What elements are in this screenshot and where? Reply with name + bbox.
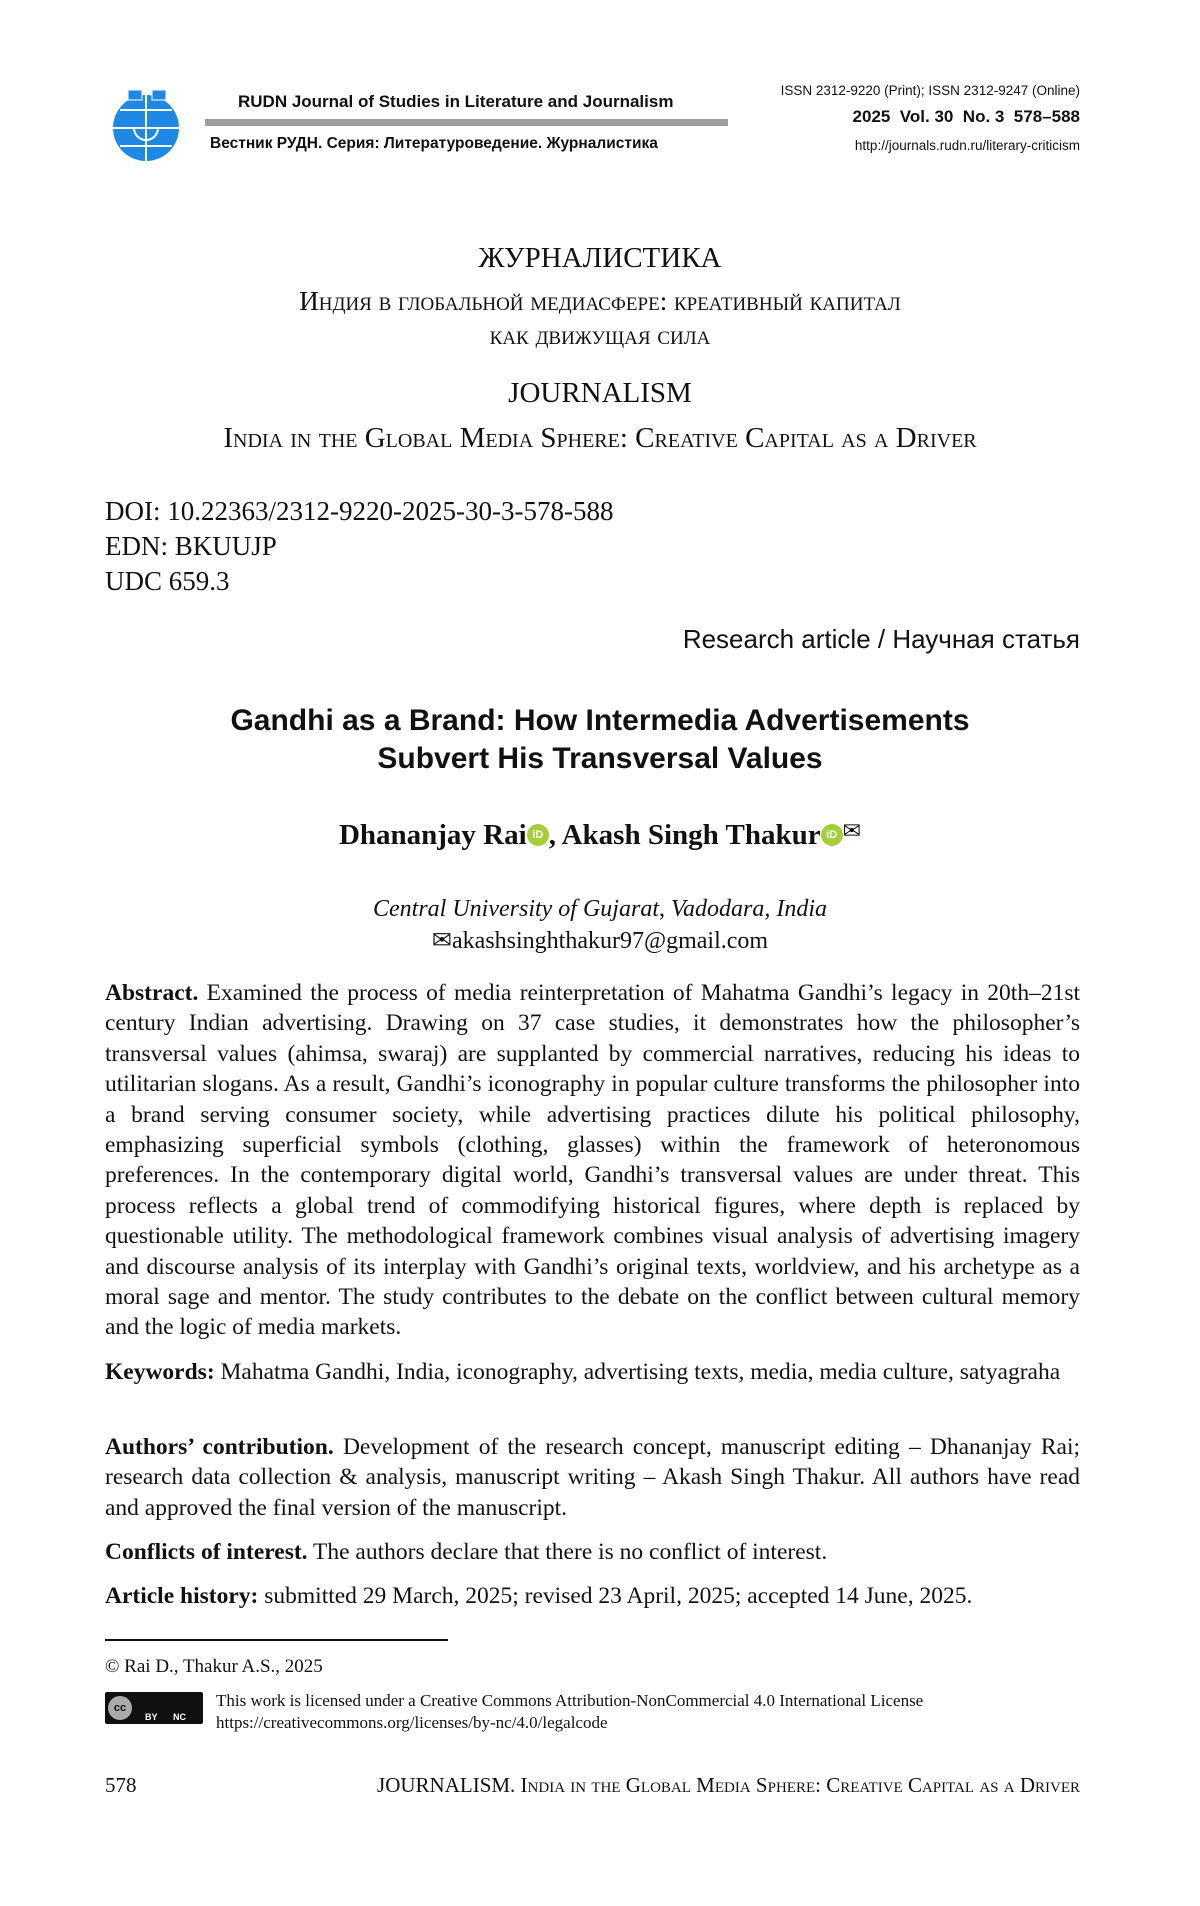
authors-contribution [105, 1432, 1080, 1523]
issue-info: 2025 Vol. 30 No. 3 578–588 [853, 107, 1080, 127]
article-title-line2: Subvert His Transversal Values [0, 740, 1200, 778]
history-label: Article history: [105, 1583, 258, 1609]
author-1: Dhananjay Rai [339, 819, 527, 851]
conflicts [105, 1537, 1080, 1567]
copyright: © Rai D., Thakur A.S., 2025 [105, 1656, 323, 1678]
journal-url[interactable]: http://journals.rudn.ru/literary-criticism [855, 138, 1080, 153]
cc-by-nc-badge[interactable] [105, 1692, 203, 1724]
section-ru: ЖУРНАЛИСТИКА [0, 242, 1200, 275]
keywords-text: Mahatma Gandhi, India, iconography, advertising texts, media, media culture, satyagraha [221, 1359, 1061, 1385]
conflicts-text: The authors declare that there is no conflict of interest. [313, 1539, 827, 1565]
affiliation: Central University of Gujarat, Vadodara, India [0, 896, 1200, 923]
journal-title-ru: Вестник РУДН. Серия: Литературоведение. Журналистика [210, 135, 658, 153]
author-2: Akash Singh Thakur [562, 819, 821, 851]
cc-icon: cc [108, 1696, 132, 1720]
identifiers [105, 494, 613, 599]
contrib-text: Development of the research concept, manuscript editing – Dhananjay Rai; research data collection & analysis, manuscript writing – Akash Singh Thakur. All authors have read and approved the final version of the manuscript. [105, 1434, 1080, 1521]
edn: EDN: BKUUJP [105, 529, 613, 564]
article-title [0, 702, 1200, 778]
header-rule [205, 119, 728, 126]
envelope-icon: ✉ [432, 928, 452, 954]
page-number: 578 [105, 1773, 137, 1798]
authors [0, 818, 1200, 852]
running-title-text: India in the Global Media Sphere: Creative Capital as a Driver [521, 1773, 1080, 1797]
orcid-icon[interactable]: iD [821, 824, 843, 846]
email-line [0, 926, 1200, 955]
doi[interactable]: DOI: 10.22363/2312-9220-2025-30-3-578-588 [105, 494, 613, 529]
nc-label: NC [173, 1712, 186, 1722]
title-en: India in the Global Media Sphere: Creative Capital as a Driver [0, 422, 1200, 455]
article-history [105, 1581, 1080, 1611]
running-title [377, 1773, 1080, 1798]
footnote-rule [105, 1639, 448, 1641]
email[interactable]: akashsinghthakur97@gmail.com [452, 928, 768, 954]
license [216, 1690, 923, 1734]
section-en: JOURNALISM [0, 377, 1200, 410]
conflicts-label: Conflicts of interest. [105, 1539, 308, 1565]
history-text: submitted 29 March, 2025; revised 23 April, 2025; accepted 14 June, 2025. [264, 1583, 972, 1609]
abstract [105, 978, 1080, 1343]
abstract-label: Abstract. [105, 980, 198, 1006]
title-ru-line1: Индия в глобальной медиасфере: креативный капитал [0, 286, 1200, 317]
page [0, 0, 1200, 1906]
author-separator: , [549, 819, 562, 851]
orcid-icon[interactable]: iD [527, 824, 549, 846]
issn: ISSN 2312-9220 (Print); ISSN 2312-9247 (Online) [781, 83, 1080, 98]
running-title-section: JOURNALISM. [377, 1773, 521, 1797]
license-text: This work is licensed under a Creative Commons Attribution-NonCommercial 4.0 International License [216, 1690, 923, 1712]
keywords-label: Keywords: [105, 1359, 215, 1385]
keywords [105, 1357, 1080, 1387]
article-title-line1: Gandhi as a Brand: How Intermedia Advertisements [0, 702, 1200, 740]
rudn-logo [104, 88, 188, 162]
title-ru-line2: как движущая сила [0, 320, 1200, 351]
envelope-icon: ✉ [843, 818, 861, 843]
article-type: Research article / Научная статья [683, 624, 1080, 655]
journal-title-en: RUDN Journal of Studies in Literature and Journalism [238, 92, 673, 112]
udc: UDC 659.3 [105, 564, 613, 599]
abstract-text: Examined the process of media reinterpretation of Mahatma Gandhi’s legacy in 20th–21st century Indian advertising. Drawing on 37 case studies, it demonstrates how the philosopher’s transversal values (ahimsa, swaraj) are supplanted by commercial narratives, reducing his ideas to utilitarian slogans. As a result, Gandhi’s iconography in popular culture transforms the philosopher into a brand serving consumer society, while advertising practices dilute his political philosophy, emphasizing superficial symbols (clothing, glasses) within the framework of heteronomous preferences. In the contemporary digital world, Gandhi’s transversal values are under threat. This process reflects a global trend of commodifying historical figures, where depth is replaced by questionable utility. The methodological framework combines visual analysis of advertising imagery and discourse analysis of its interplay with Gandhi’s original texts, worldview, and his archetype as a moral sage and mentor. The study contributes to the debate on the conflict between cultural memory and the logic of media markets. [105, 980, 1080, 1340]
contrib-label: Authors’ contribution. [105, 1434, 334, 1460]
license-url[interactable]: https://creativecommons.org/licenses/by-nc/4.0/legalcode [216, 1712, 923, 1734]
by-label: BY [145, 1712, 158, 1722]
